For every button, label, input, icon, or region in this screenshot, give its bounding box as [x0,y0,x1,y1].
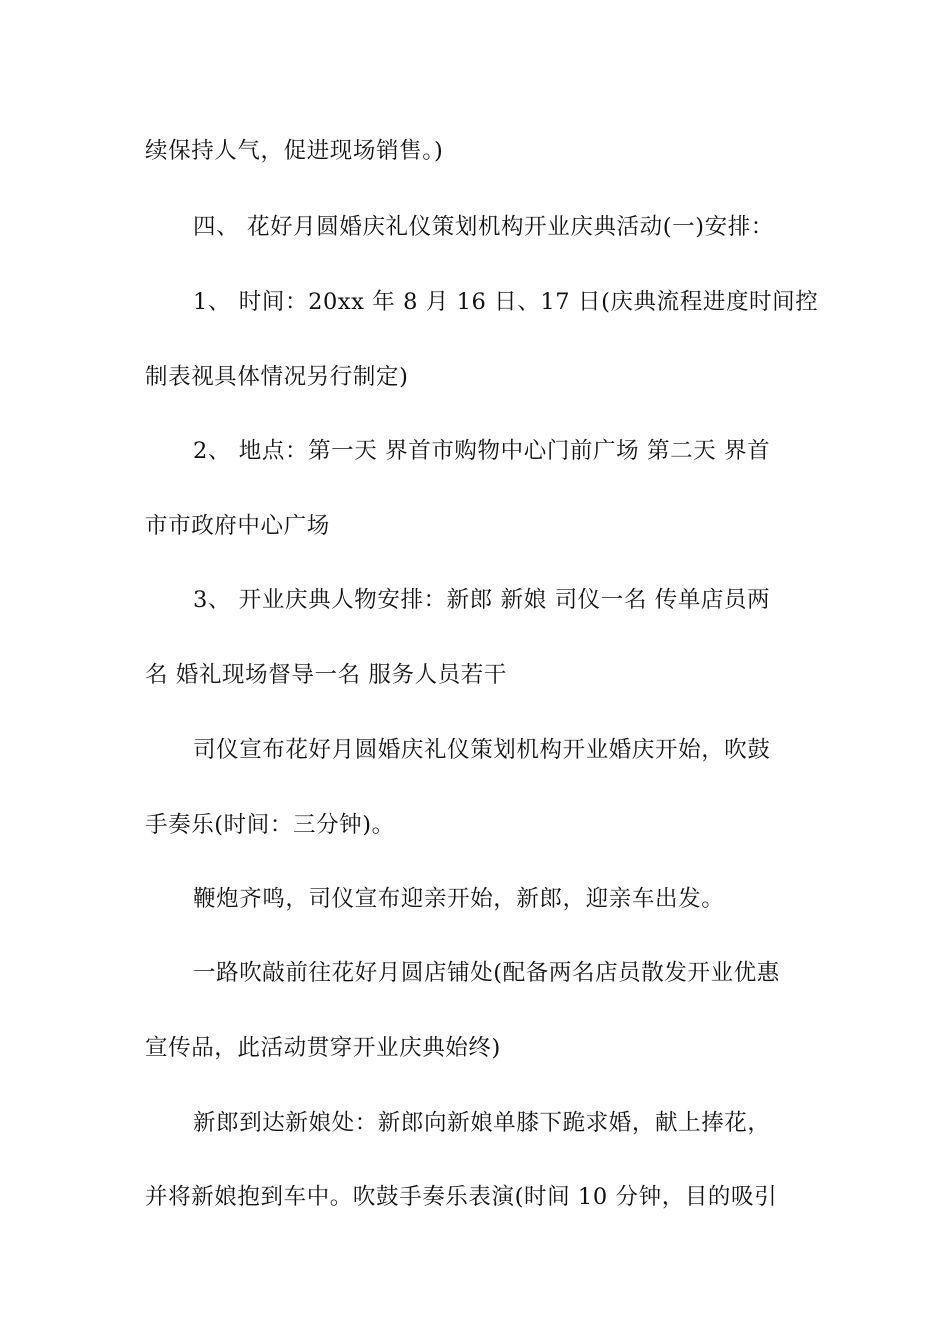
item-1-time-continuation: 制表视具体情况另行制定) [145,364,409,390]
item-3-people-continuation: 名 婚礼现场督导一名 服务人员若干 [145,662,508,688]
item-3-people-line: 3、 开业庆典人物安排：新郎 新娘 司仪一名 传单店员两 [193,587,771,613]
section-heading-4: 四、 花好月圆婚庆礼仪策划机构开业庆典活动(一)安排： [193,214,774,240]
paragraph-firecrackers: 鞭炮齐鸣，司仪宣布迎亲开始，新郎，迎亲车出发。 [193,886,725,912]
item-2-location-line: 2、 地点：第一天 界首市购物中心门前广场 第二天 界首 [193,438,771,464]
paragraph-procession-line: 一路吹敲前往花好月圆店铺处(配备两名店员散发开业优惠 [193,960,780,986]
paragraph-groom-arrival-line: 新郎到达新娘处：新郎向新娘单膝下跪求婚，献上捧花， [193,1110,771,1136]
paragraph-continuation-line: 续保持人气，促进现场销售。) [145,138,444,164]
item-2-location-continuation: 市市政府中心广场 [145,513,330,539]
paragraph-opening-line: 司仪宣布花好月圆婚庆礼仪策划机构开业婚庆开始，吹鼓 [193,737,771,763]
paragraph-procession-continuation: 宣传品，此活动贯穿开业庆典始终) [145,1035,501,1061]
paragraph-opening-continuation: 手奏乐(时间：三分钟)。 [145,812,395,838]
paragraph-groom-arrival-continuation: 并将新娘抱到车中。吹鼓手奏乐表演(时间 10 分钟，目的吸引 [145,1184,778,1210]
item-1-time-line: 1、 时间：20xx 年 8 月 16 日、17 日(庆典流程进度时间控 [193,289,819,315]
